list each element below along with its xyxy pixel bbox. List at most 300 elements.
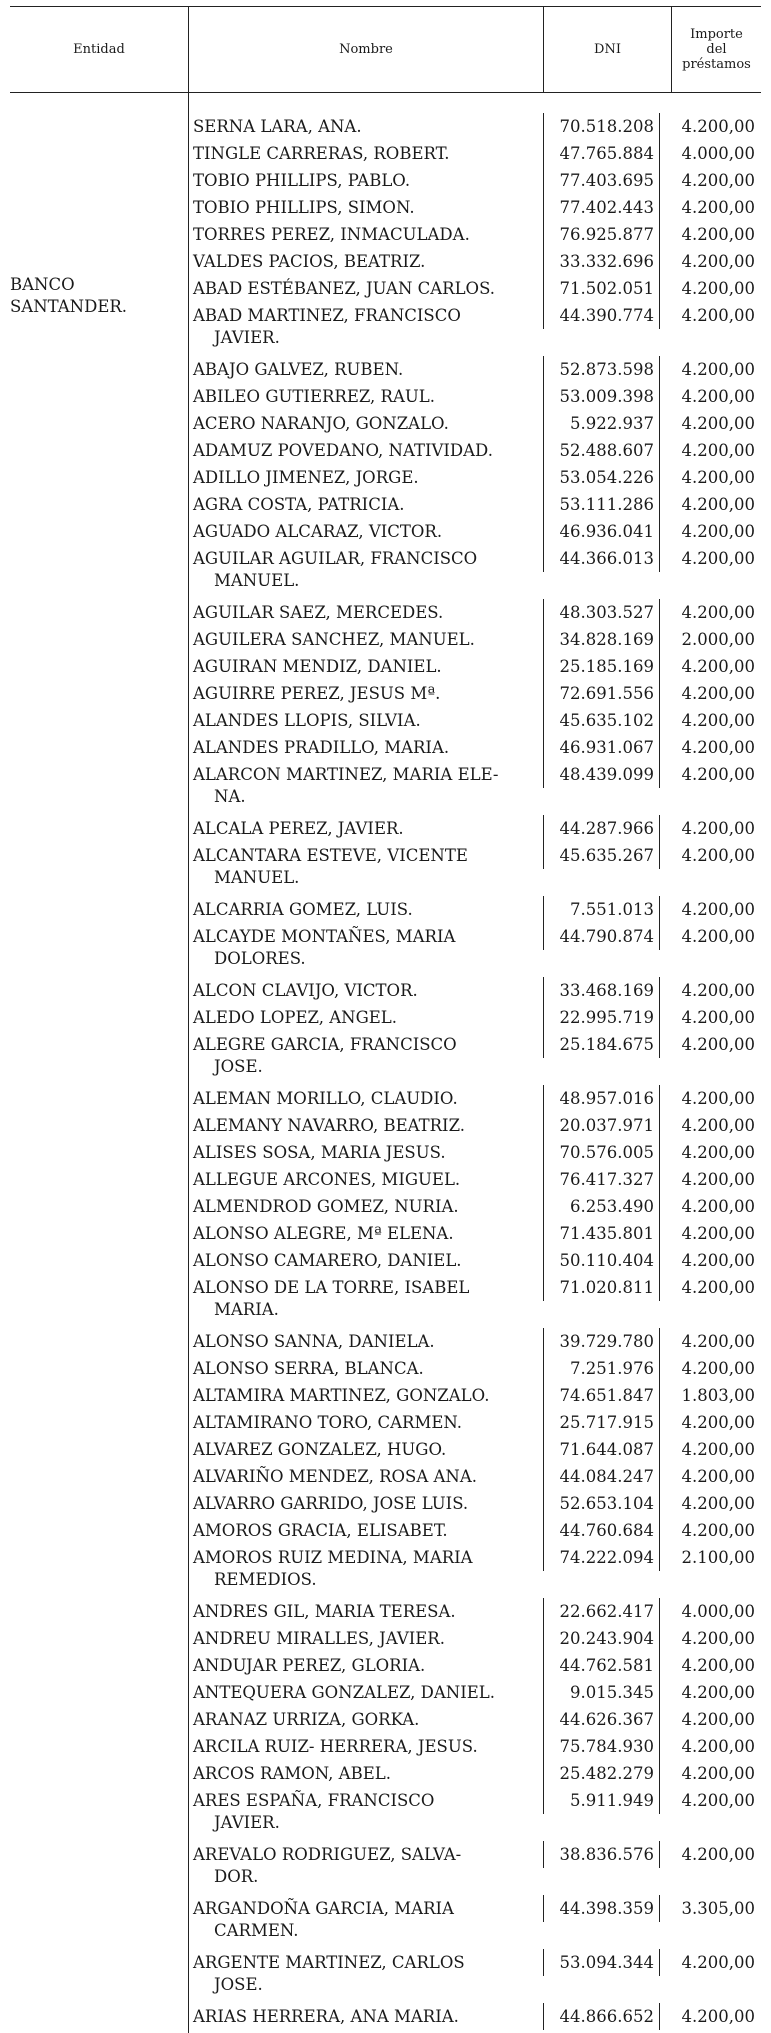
- row-nombre-line1: AMOROS RUIZ MEDINA, MARIA: [193, 1548, 473, 1567]
- table-row: [189, 1706, 761, 1733]
- table-row: [189, 1355, 761, 1382]
- row-importe: 4.200,00: [681, 252, 755, 271]
- entity-name: [10, 274, 180, 318]
- row-dni: 50.110.404: [543, 1247, 660, 1274]
- row-importe: 4.200,00: [681, 684, 755, 703]
- row-nombre-line1: ALISES SOSA, MARIA JESUS.: [193, 1143, 446, 1162]
- row-importe: 4.200,00: [681, 225, 755, 244]
- row-importe: 4.200,00: [681, 1116, 755, 1135]
- table-row: [189, 1949, 761, 2003]
- row-nombre-line1: ALONSO SANNA, DANIELA.: [193, 1332, 435, 1351]
- table-row: [189, 1166, 761, 1193]
- row-nombre-line1: ALCON CLAVIJO, VICTOR.: [193, 981, 418, 1000]
- row-importe: 4.200,00: [681, 279, 755, 298]
- row-importe: 4.200,00: [681, 1710, 755, 1729]
- row-nombre-line1: ARGENTE MARTINEZ, CARLOS: [193, 1953, 465, 1972]
- row-nombre-line1: AGUILAR AGUILAR, FRANCISCO: [193, 549, 478, 568]
- row-nombre: [189, 113, 538, 140]
- row-dni: 45.635.102: [543, 707, 660, 734]
- row-nombre-line1: ALCAYDE MONTAÑES, MARIA: [193, 927, 456, 946]
- row-dni: 20.037.971: [543, 1112, 660, 1139]
- row-nombre: [189, 1328, 538, 1355]
- row-nombre-line1: ALANDES PRADILLO, MARIA.: [193, 738, 450, 757]
- row-nombre-line1: ALARCON MARTINEZ, MARIA ELE-: [193, 765, 499, 784]
- row-dni: 44.366.013: [543, 545, 660, 572]
- row-dni: 70.576.005: [543, 1139, 660, 1166]
- table-row: [189, 1787, 761, 1841]
- table-row: [189, 761, 761, 815]
- row-importe: 2.000,00: [681, 630, 755, 649]
- header-importe-line3: préstamos: [682, 57, 751, 72]
- row-nombre: [189, 815, 538, 842]
- table-row: [189, 626, 761, 653]
- row-nombre-line1: ALONSO SERRA, BLANCA.: [193, 1359, 424, 1378]
- table-row: [189, 1463, 761, 1490]
- row-nombre-line1: AGRA COSTA, PATRICIA.: [193, 495, 405, 514]
- table-row: [189, 221, 761, 248]
- table-row: [189, 599, 761, 626]
- table-row: [189, 1193, 761, 1220]
- row-nombre: [189, 1031, 538, 1085]
- row-nombre: [189, 1895, 538, 1949]
- row-dni: 48.957.016: [543, 1085, 660, 1112]
- table-row: [189, 1598, 761, 1625]
- row-nombre-line1: ABAJO GALVEZ, RUBEN.: [193, 360, 404, 379]
- row-nombre-line1: ADAMUZ POVEDANO, NATIVIDAD.: [193, 441, 493, 460]
- row-dni: 46.936.041: [543, 518, 660, 545]
- row-nombre-line1: ALONSO CAMARERO, DANIEL.: [193, 1251, 462, 1270]
- table-row: [189, 1031, 761, 1085]
- row-nombre-line1: ALTAMIRA MARTINEZ, GONZALO.: [193, 1386, 490, 1405]
- row-importe: 4.200,00: [681, 1251, 755, 1270]
- row-nombre-line1: TORRES PEREZ, INMACULADA.: [193, 225, 470, 244]
- table-row: [189, 1841, 761, 1895]
- table-row: [189, 1490, 761, 1517]
- row-nombre-line1: ARES ESPAÑA, FRANCISCO: [193, 1791, 435, 1810]
- row-importe: 4.200,00: [681, 1737, 755, 1756]
- row-dni: 44.760.684: [543, 1517, 660, 1544]
- row-importe: 4.000,00: [681, 1602, 755, 1621]
- row-nombre: [189, 1274, 538, 1328]
- row-importe: 4.200,00: [681, 1278, 755, 1297]
- row-nombre: [189, 518, 538, 545]
- row-nombre: [189, 221, 538, 248]
- row-dni: 77.403.695: [543, 167, 660, 194]
- row-importe: 4.200,00: [681, 927, 755, 946]
- row-nombre-line2: MANUEL.: [214, 868, 300, 887]
- row-importe: 4.200,00: [681, 1089, 755, 1108]
- table-row: [189, 1112, 761, 1139]
- row-nombre-line1: SERNA LARA, ANA.: [193, 117, 362, 136]
- row-importe: 4.200,00: [681, 1656, 755, 1675]
- table-row: [189, 356, 761, 383]
- row-dni: 6.253.490: [543, 1193, 660, 1220]
- table-row: [189, 680, 761, 707]
- row-nombre: [189, 1625, 538, 1652]
- row-nombre-line1: ALCARRIA GOMEZ, LUIS.: [193, 900, 413, 919]
- row-nombre: [189, 491, 538, 518]
- row-nombre-line1: AREVALO RODRIGUEZ, SALVA-: [193, 1845, 462, 1864]
- row-dni: 25.185.169: [543, 653, 660, 680]
- row-importe: 4.200,00: [681, 414, 755, 433]
- table-row: [189, 140, 761, 167]
- row-importe: 4.000,00: [681, 144, 755, 163]
- row-importe: 4.200,00: [681, 117, 755, 136]
- row-importe: 4.200,00: [681, 1683, 755, 1702]
- row-importe: 4.200,00: [681, 738, 755, 757]
- row-nombre-line2: MARIA.: [214, 1300, 279, 1319]
- row-dni: 44.626.367: [543, 1706, 660, 1733]
- row-dni: 77.402.443: [543, 194, 660, 221]
- row-dni: 25.482.279: [543, 1760, 660, 1787]
- row-nombre-line1: ALEGRE GARCIA, FRANCISCO: [193, 1035, 457, 1054]
- row-nombre-line1: ARCOS RAMON, ABEL.: [193, 1764, 391, 1783]
- row-importe: 1.803,00: [681, 1386, 755, 1405]
- table-row: [189, 383, 761, 410]
- row-nombre: [189, 248, 538, 275]
- row-nombre-line1: ALEMAN MORILLO, CLAUDIO.: [193, 1089, 458, 1108]
- table-row: [189, 977, 761, 1004]
- table-row: [189, 1517, 761, 1544]
- row-nombre-line1: ALVARIÑO MENDEZ, ROSA ANA.: [193, 1467, 478, 1486]
- row-importe: 4.200,00: [681, 468, 755, 487]
- row-nombre: [189, 1598, 538, 1625]
- row-nombre-line1: ANTEQUERA GONZALEZ, DANIEL.: [193, 1683, 496, 1702]
- row-nombre-line2: JAVIER.: [214, 1813, 280, 1832]
- row-nombre-line2: CARMEN.: [214, 1921, 299, 1940]
- table-row: [189, 923, 761, 977]
- row-importe: 4.200,00: [681, 549, 755, 568]
- row-nombre-line1: ALLEGUE ARCONES, MIGUEL.: [193, 1170, 461, 1189]
- row-nombre: [189, 1004, 538, 1031]
- row-nombre-line1: TOBIO PHILLIPS, SIMON.: [193, 198, 415, 217]
- row-dni: 45.635.267: [543, 842, 660, 869]
- row-dni: 53.094.344: [543, 1949, 660, 1976]
- table-row: [189, 167, 761, 194]
- row-nombre: [189, 1436, 538, 1463]
- row-nombre: [189, 1409, 538, 1436]
- row-nombre-line1: ARANAZ URRIZA, GORKA.: [193, 1710, 420, 1729]
- table-row: [189, 734, 761, 761]
- table-row: [189, 1544, 761, 1598]
- row-dni: 48.439.099: [543, 761, 660, 788]
- row-dni: 20.243.904: [543, 1625, 660, 1652]
- row-importe: 4.200,00: [681, 1764, 755, 1783]
- row-importe: 4.200,00: [681, 765, 755, 784]
- row-nombre: [189, 842, 538, 896]
- row-nombre: [189, 302, 538, 356]
- row-nombre-line1: ARGANDOÑA GARCIA, MARIA: [193, 1899, 454, 1918]
- table-row: [189, 194, 761, 221]
- row-nombre: [189, 1760, 538, 1787]
- row-nombre-line1: ALCALA PEREZ, JAVIER.: [193, 819, 404, 838]
- row-dni: 33.468.169: [543, 977, 660, 1004]
- row-dni: 75.784.930: [543, 1733, 660, 1760]
- row-nombre-line1: ALTAMIRANO TORO, CARMEN.: [193, 1413, 463, 1432]
- row-dni: 74.222.094: [543, 1544, 660, 1571]
- row-dni: 5.922.937: [543, 410, 660, 437]
- header-nombre: Nombre: [339, 42, 393, 57]
- table-row: [189, 1139, 761, 1166]
- row-dni: 74.651.847: [543, 1382, 660, 1409]
- row-dni: 46.931.067: [543, 734, 660, 761]
- row-dni: 76.925.877: [543, 221, 660, 248]
- row-nombre: [189, 653, 538, 680]
- row-nombre-line1: AGUIRRE PEREZ, JESUS Mª.: [193, 684, 441, 703]
- row-nombre: [189, 356, 538, 383]
- table-row: [189, 410, 761, 437]
- row-nombre-line1: ANDREU MIRALLES, JAVIER.: [193, 1629, 445, 1648]
- header-importe-line1: Importe: [690, 27, 743, 42]
- row-importe: 4.200,00: [681, 1845, 755, 1864]
- table-row: [189, 842, 761, 896]
- row-nombre: [189, 383, 538, 410]
- row-dni: 22.995.719: [543, 1004, 660, 1031]
- row-nombre: [189, 1841, 538, 1895]
- row-nombre: [189, 1382, 538, 1409]
- row-nombre-line1: ABAD MARTINEZ, FRANCISCO: [193, 306, 461, 325]
- row-dni: 70.518.208: [543, 113, 660, 140]
- row-dni: 52.488.607: [543, 437, 660, 464]
- row-importe: 4.200,00: [681, 306, 755, 325]
- header-importe: [672, 7, 761, 92]
- row-dni: 71.020.811: [543, 1274, 660, 1301]
- row-dni: 9.015.345: [543, 1679, 660, 1706]
- row-nombre: [189, 680, 538, 707]
- row-nombre-line2: JAVIER.: [214, 328, 280, 347]
- row-importe: 4.200,00: [681, 1035, 755, 1054]
- table-row: [189, 1247, 761, 1274]
- row-nombre-line2: JOSE.: [214, 1057, 263, 1076]
- row-nombre: [189, 1085, 538, 1112]
- row-importe: 4.200,00: [681, 2007, 755, 2026]
- row-importe: 4.200,00: [681, 522, 755, 541]
- row-nombre-line2: REMEDIOS.: [214, 1570, 317, 1589]
- row-nombre: [189, 1517, 538, 1544]
- row-nombre: [189, 437, 538, 464]
- table-row: [189, 2003, 761, 2030]
- row-importe: 4.200,00: [681, 1440, 755, 1459]
- row-nombre: [189, 1247, 538, 1274]
- row-dni: 53.111.286: [543, 491, 660, 518]
- row-importe: 4.200,00: [681, 360, 755, 379]
- header-dni: DNI: [594, 42, 621, 57]
- header-bottom-rule: [10, 92, 761, 93]
- row-nombre-line2: DOR.: [214, 1867, 259, 1886]
- row-nombre-line1: ALVAREZ GONZALEZ, HUGO.: [193, 1440, 447, 1459]
- row-importe: 4.200,00: [681, 1197, 755, 1216]
- table-row: [189, 707, 761, 734]
- row-nombre-line1: ARIAS HERRERA, ANA MARIA.: [193, 2007, 459, 2026]
- table-row: [189, 491, 761, 518]
- table-row: [189, 518, 761, 545]
- row-nombre-line1: AGUADO ALCARAZ, VICTOR.: [193, 522, 443, 541]
- table-row: [189, 1436, 761, 1463]
- row-importe: 4.200,00: [681, 1332, 755, 1351]
- row-nombre-line1: ALEDO LOPEZ, ANGEL.: [193, 1008, 397, 1027]
- row-nombre: [189, 1787, 538, 1841]
- row-importe: 4.200,00: [681, 900, 755, 919]
- row-nombre: [189, 626, 538, 653]
- table-row: [189, 545, 761, 599]
- row-importe: 4.200,00: [681, 981, 755, 1000]
- row-nombre: [189, 1733, 538, 1760]
- row-dni: 53.054.226: [543, 464, 660, 491]
- row-nombre: [189, 410, 538, 437]
- row-nombre: [189, 167, 538, 194]
- row-dni: 71.502.051: [543, 275, 660, 302]
- row-nombre: [189, 1706, 538, 1733]
- table-row: [189, 1652, 761, 1679]
- row-importe: 4.200,00: [681, 1467, 755, 1486]
- row-nombre: [189, 194, 538, 221]
- row-nombre-line1: ARCILA RUIZ- HERRERA, JESUS.: [193, 1737, 478, 1756]
- table-row: [189, 464, 761, 491]
- table-row: [189, 1220, 761, 1247]
- row-nombre-line1: ALEMANY NAVARRO, BEATRIZ.: [193, 1116, 465, 1135]
- row-dni: 47.765.884: [543, 140, 660, 167]
- row-importe: 4.200,00: [681, 1413, 755, 1432]
- row-nombre-line2: MANUEL.: [214, 571, 300, 590]
- row-nombre-line1: AMOROS GRACIA, ELISABET.: [193, 1521, 448, 1540]
- table-row: [189, 248, 761, 275]
- row-nombre: [189, 1220, 538, 1247]
- row-nombre: [189, 545, 538, 599]
- row-dni: 44.390.774: [543, 302, 660, 329]
- row-importe: 4.200,00: [681, 1008, 755, 1027]
- entity-line2: SANTANDER.: [10, 297, 128, 316]
- row-nombre: [189, 734, 538, 761]
- row-nombre: [189, 599, 538, 626]
- row-nombre: [189, 2003, 538, 2030]
- row-nombre: [189, 1949, 538, 2003]
- row-nombre: [189, 896, 538, 923]
- row-nombre-line1: ALANDES LLOPIS, SILVIA.: [193, 711, 421, 730]
- table-row: [189, 275, 761, 302]
- row-nombre-line1: ADILLO JIMENEZ, JORGE.: [193, 468, 419, 487]
- row-importe: 4.200,00: [681, 1521, 755, 1540]
- row-nombre: [189, 1679, 538, 1706]
- row-dni: 44.398.359: [543, 1895, 660, 1922]
- row-dni: 7.251.976: [543, 1355, 660, 1382]
- row-dni: 44.287.966: [543, 815, 660, 842]
- row-dni: 38.836.576: [543, 1841, 660, 1868]
- row-nombre: [189, 1193, 538, 1220]
- table-row: [189, 1679, 761, 1706]
- row-dni: 25.717.915: [543, 1409, 660, 1436]
- row-nombre-line2: DOLORES.: [214, 949, 306, 968]
- row-dni: 34.828.169: [543, 626, 660, 653]
- row-nombre-line1: VALDES PACIOS, BEATRIZ.: [193, 252, 426, 271]
- row-dni: 72.691.556: [543, 680, 660, 707]
- row-nombre: [189, 140, 538, 167]
- row-nombre-line2: NA.: [214, 787, 246, 806]
- table-row: [189, 1004, 761, 1031]
- row-nombre-line2: JOSE.: [214, 1975, 263, 1994]
- row-importe: 4.200,00: [681, 171, 755, 190]
- row-dni: 44.790.874: [543, 923, 660, 950]
- row-importe: 4.200,00: [681, 1359, 755, 1378]
- row-importe: 4.200,00: [681, 846, 755, 865]
- row-importe: 4.200,00: [681, 198, 755, 217]
- table-row: [189, 1760, 761, 1787]
- row-importe: 4.200,00: [681, 711, 755, 730]
- row-dni: 44.762.581: [543, 1652, 660, 1679]
- row-nombre: [189, 977, 538, 1004]
- row-nombre-line1: AGUILERA SANCHEZ, MANUEL.: [193, 630, 475, 649]
- row-nombre: [189, 1463, 538, 1490]
- header-entidad: Entidad: [73, 42, 125, 57]
- row-nombre: [189, 1652, 538, 1679]
- row-importe: 4.200,00: [681, 603, 755, 622]
- entity-line1: BANCO: [10, 275, 75, 294]
- row-dni: 39.729.780: [543, 1328, 660, 1355]
- row-dni: 52.873.598: [543, 356, 660, 383]
- row-dni: 76.417.327: [543, 1166, 660, 1193]
- row-importe: 4.200,00: [681, 1953, 755, 1972]
- row-dni: 44.866.652: [543, 2003, 660, 2030]
- table-row: [189, 896, 761, 923]
- table-row: [189, 815, 761, 842]
- row-nombre: [189, 1112, 538, 1139]
- row-importe: 4.200,00: [681, 1629, 755, 1648]
- row-dni: 44.084.247: [543, 1463, 660, 1490]
- row-nombre-line1: AGUILAR SAEZ, MERCEDES.: [193, 603, 444, 622]
- row-importe: 4.200,00: [681, 1791, 755, 1810]
- header-importe-line2: del: [706, 42, 727, 57]
- row-importe: 2.100,00: [681, 1548, 755, 1567]
- row-importe: 4.200,00: [681, 387, 755, 406]
- table-row: [189, 302, 761, 356]
- table-row: [189, 1409, 761, 1436]
- table-body: [189, 113, 761, 2030]
- row-nombre-line1: ALMENDROD GOMEZ, NURIA.: [193, 1197, 459, 1216]
- row-nombre: [189, 1355, 538, 1382]
- row-nombre-line1: ALONSO ALEGRE, Mª ELENA.: [193, 1224, 454, 1243]
- row-dni: 71.435.801: [543, 1220, 660, 1247]
- row-nombre-line1: AGUIRAN MENDIZ, DANIEL.: [193, 657, 442, 676]
- row-nombre: [189, 707, 538, 734]
- row-nombre: [189, 1544, 538, 1598]
- table-row: [189, 1625, 761, 1652]
- row-nombre-line1: ANDUJAR PEREZ, GLORIA.: [193, 1656, 426, 1675]
- row-nombre-line1: TINGLE CARRERAS, ROBERT.: [193, 144, 450, 163]
- table-row: [189, 1382, 761, 1409]
- row-dni: 25.184.675: [543, 1031, 660, 1058]
- row-nombre-line1: ABILEO GUTIERREZ, RAUL.: [193, 387, 435, 406]
- row-dni: 52.653.104: [543, 1490, 660, 1517]
- row-nombre: [189, 464, 538, 491]
- row-dni: 5.911.949: [543, 1787, 660, 1814]
- row-nombre: [189, 923, 538, 977]
- row-nombre: [189, 1139, 538, 1166]
- row-importe: 3.305,00: [681, 1899, 755, 1918]
- row-importe: 4.200,00: [681, 495, 755, 514]
- row-dni: 22.662.417: [543, 1598, 660, 1625]
- row-nombre: [189, 1166, 538, 1193]
- row-nombre-line1: ALVARRO GARRIDO, JOSE LUIS.: [193, 1494, 469, 1513]
- row-importe: 4.200,00: [681, 657, 755, 676]
- row-importe: 4.200,00: [681, 1170, 755, 1189]
- table-row: [189, 1328, 761, 1355]
- table-row: [189, 1895, 761, 1949]
- row-nombre: [189, 761, 538, 815]
- row-nombre-line1: ANDRES GIL, MARIA TERESA.: [193, 1602, 456, 1621]
- row-nombre-line1: ALCANTARA ESTEVE, VICENTE: [193, 846, 468, 865]
- row-nombre-line1: ALONSO DE LA TORRE, ISABEL: [193, 1278, 470, 1297]
- table-row: [189, 1085, 761, 1112]
- row-nombre: [189, 275, 538, 302]
